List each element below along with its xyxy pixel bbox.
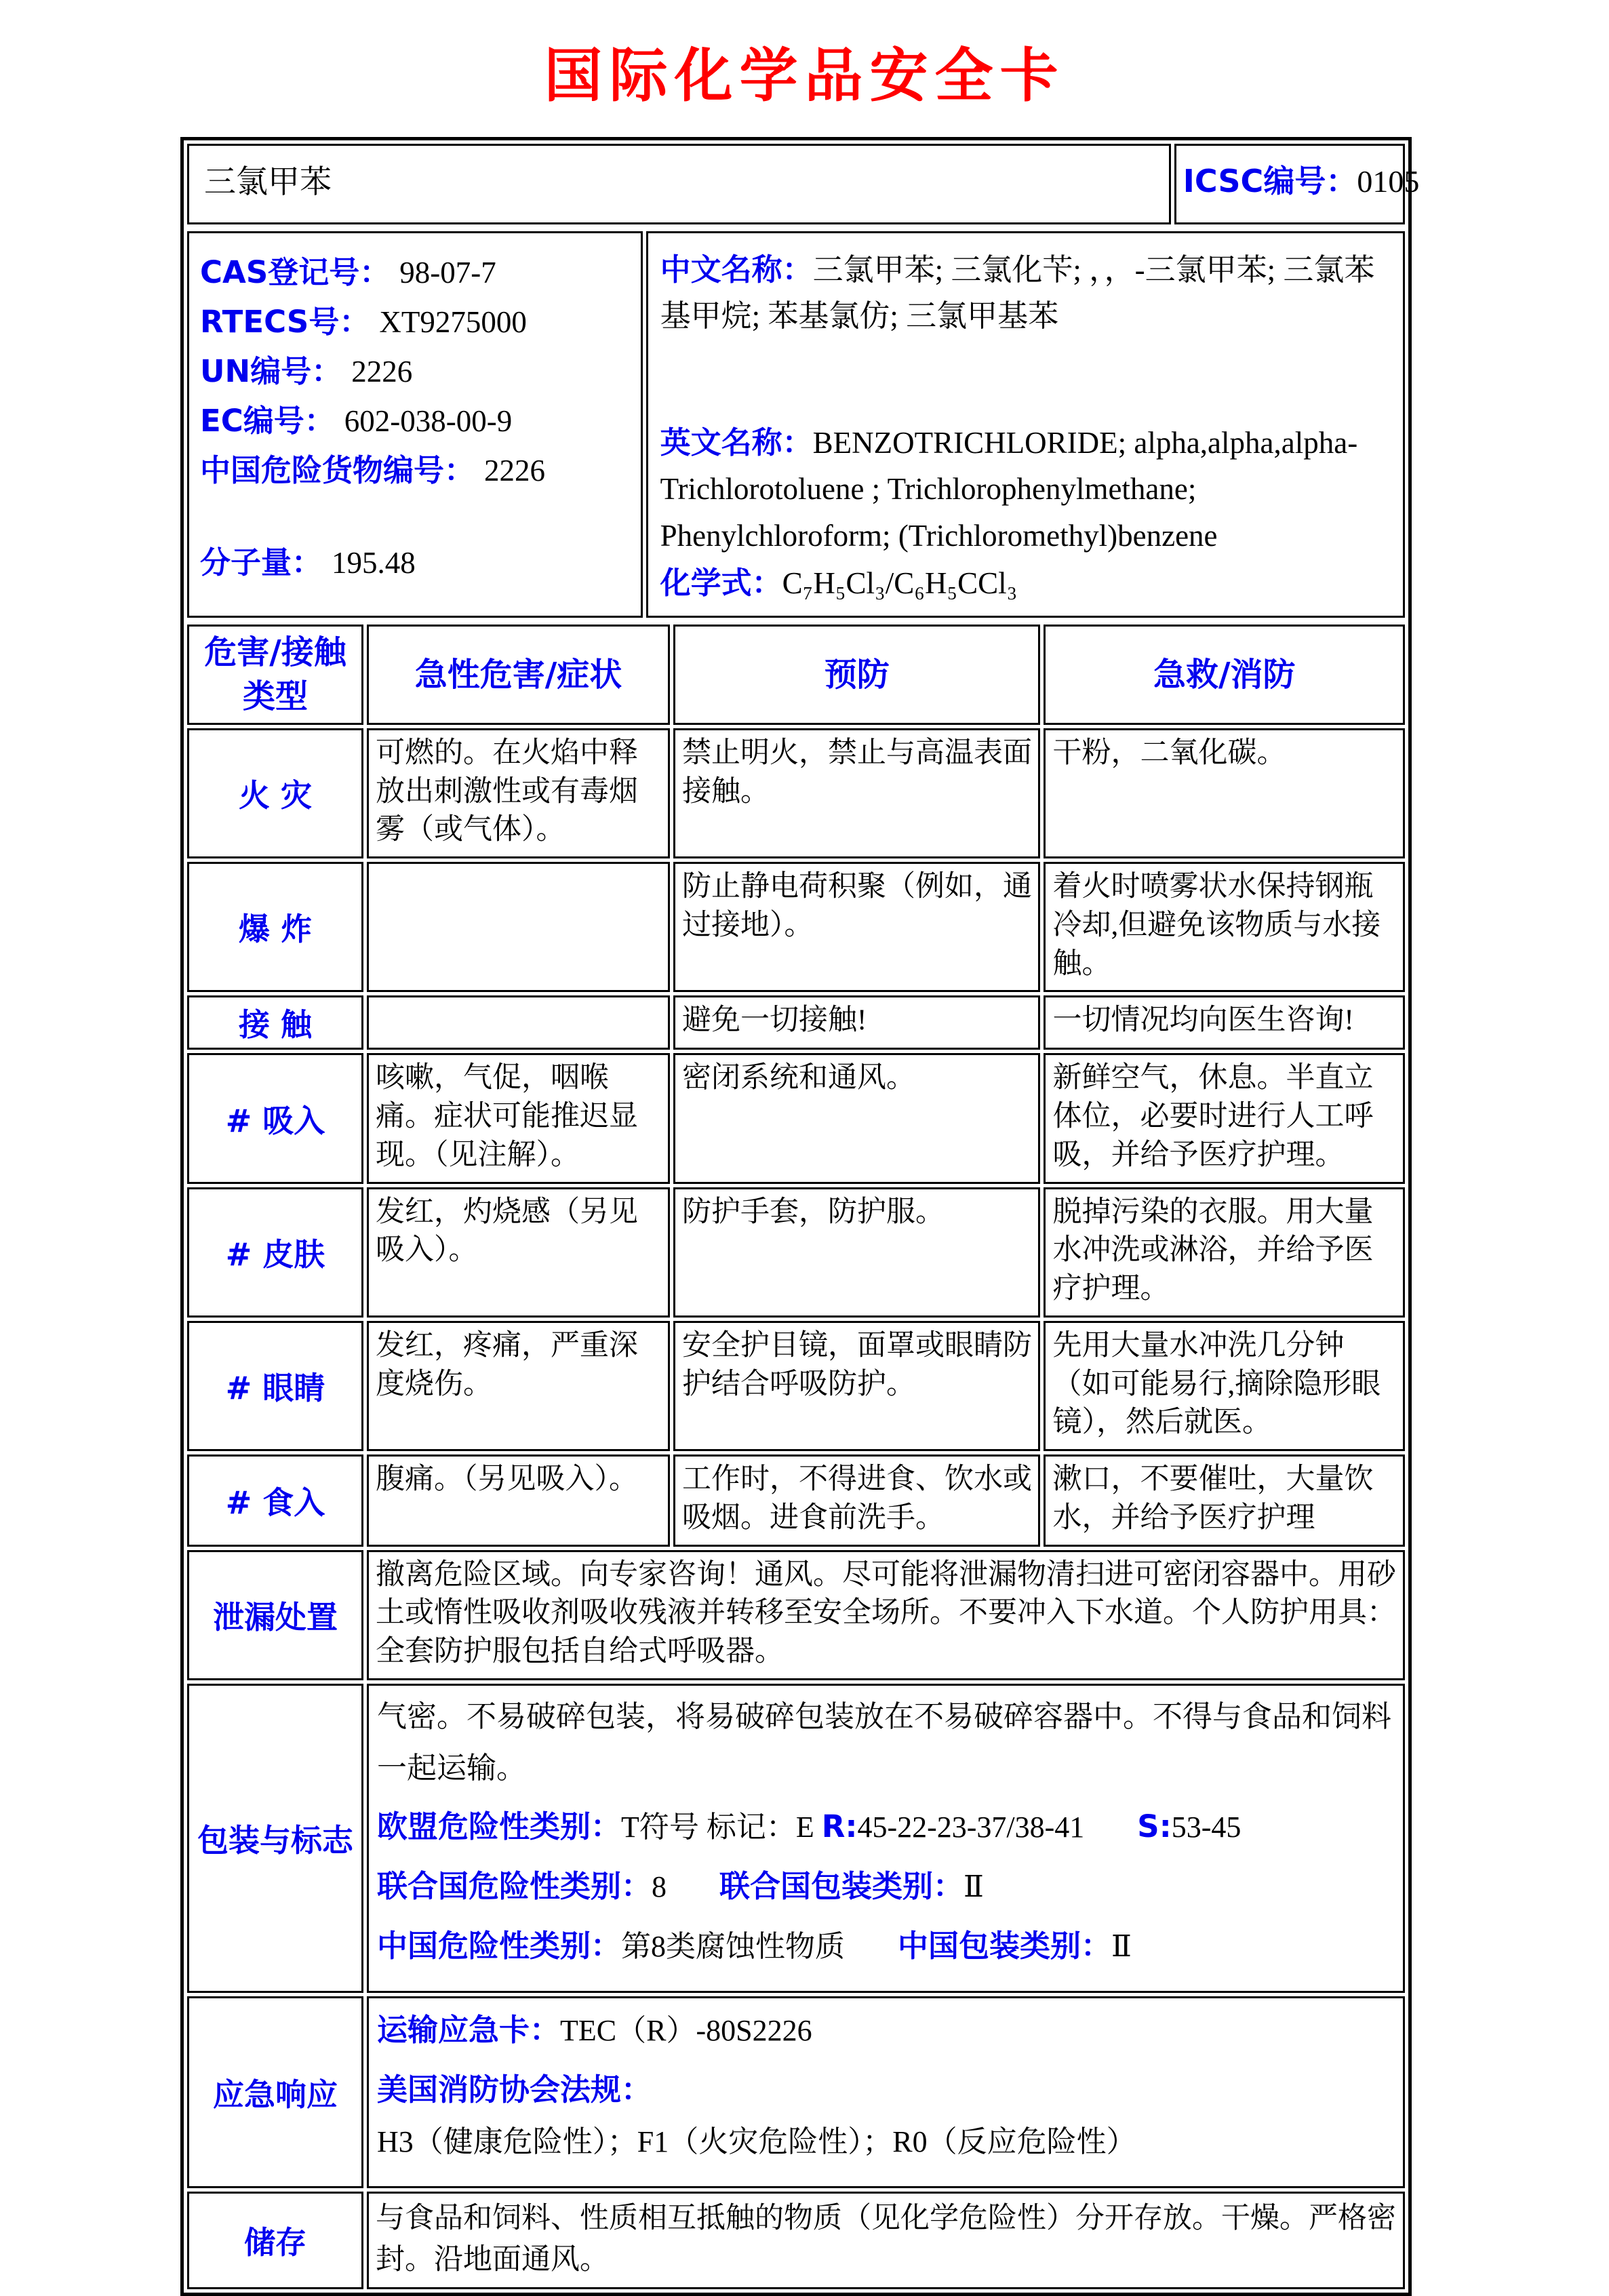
skin-firstaid: 脱掉污染的衣服。用大量水冲洗或淋浴，并给予医疗护理。 [1044, 1187, 1405, 1318]
inhalation-prevention: 密闭系统和通风。 [673, 1053, 1040, 1183]
chinese-names-line [660, 247, 1391, 340]
formula-line [660, 560, 1391, 606]
exposure-prevention: 避免一切接触! [673, 995, 1040, 1050]
china-dg-label: 中国危险货物编号： [200, 452, 475, 488]
packaging-row [187, 1684, 1405, 1993]
un-value: 2226 [351, 354, 413, 389]
china-dg-number-line [200, 446, 634, 496]
exposure-firstaid: 一切情况均向医生咨询! [1044, 995, 1405, 1050]
packaging-content [367, 1684, 1405, 1993]
explosion-prevention: 防止静电荷积聚（例如，通过接地）。 [673, 862, 1040, 992]
eu-r-value: 45-22-23-37/38-41 [857, 1810, 1085, 1844]
cn-hazard-class-value: 第8类腐蚀性物质 [621, 1929, 846, 1963]
packaging-cn-line [377, 1920, 1396, 1973]
nfpa-value: H3（健康危险性）；F1（火灾危险性）；R0（反应危险性） [377, 2124, 1136, 2158]
packaging-un-line [377, 1860, 1396, 1913]
molecular-weight-value: 195.48 [332, 546, 416, 580]
molecular-weight-line [200, 538, 634, 588]
emergency-tec-line [377, 2004, 1396, 2057]
safety-card [180, 137, 1420, 2296]
rtecs-value: XT9275000 [379, 304, 527, 339]
english-names-value: BENZOTRICHLORIDE; alpha,alpha,alpha-Trichlorotoluene ; Trichlorophenylmethane; Phenylchloroform; (Trichloromethyl)benzene [660, 425, 1358, 553]
packaging-eu-line [377, 1800, 1396, 1853]
hazard-row-inhalation [187, 1053, 1405, 1183]
spill-row [187, 1550, 1405, 1680]
molecular-weight-label: 分子量： [200, 545, 323, 581]
hazard-row-eyes [187, 1321, 1405, 1451]
icsc-number: 0105 [1357, 164, 1420, 199]
row-label-fire: 火 灾 [187, 728, 363, 858]
formula-label: 化学式： [660, 564, 782, 601]
header-hazard-type: 危害/接触类型 [187, 625, 363, 725]
chinese-names-label: 中文名称： [660, 252, 813, 288]
emergency-row [187, 1996, 1405, 2188]
formula-value: C₇H₅Cl₃/C₆H₅CCl₃ [782, 566, 1018, 600]
row-label-spill: 泄漏处置 [187, 1550, 363, 1680]
english-names-line [660, 420, 1391, 559]
skin-prevention: 防护手套，防护服。 [673, 1187, 1040, 1318]
eyes-firstaid: 先用大量水冲洗几分钟（如可能易行,摘除隐形眼镜），然后就医。 [1044, 1321, 1405, 1451]
emergency-nfpa-line [377, 2063, 1396, 2167]
hazard-row-ingestion [187, 1454, 1405, 1547]
tec-label: 运输应急卡： [377, 2012, 561, 2048]
eu-s-label: S: [1137, 1808, 1172, 1845]
header-prevention: 预防 [673, 625, 1040, 725]
un-hazard-class-value: 8 [652, 1869, 667, 1903]
hazard-row-exposure [187, 995, 1405, 1050]
page-title: 国际化学品安全卡 [544, 41, 1065, 110]
ingestion-firstaid: 漱口，不要催吐，大量饮水，并给予医疗护理 [1044, 1454, 1405, 1547]
cn-pack-group-value: Ⅱ [1111, 1929, 1132, 1963]
identity-row [187, 231, 1405, 618]
nfpa-label: 美国消防协会法规： [377, 2071, 652, 2107]
icsc-label: ICSC编号： [1183, 163, 1357, 199]
row-label-storage: 储存 [187, 2192, 363, 2289]
hazard-row-skin [187, 1187, 1405, 1318]
row-label-ingestion: # 食入 [187, 1454, 363, 1547]
cas-number-line [200, 248, 634, 298]
eyes-prevention: 安全护目镜，面罩或眼睛防护结合呼吸防护。 [673, 1321, 1040, 1451]
explosion-firstaid: 着火时喷雾状水保持钢瓶冷却,但避免该物质与水接触。 [1044, 862, 1405, 992]
cn-hazard-class-label: 中国危险性类别： [377, 1927, 622, 1964]
inhalation-symptoms: 咳嗽，气促，咽喉痛。症状可能推迟显现。（见注解）。 [367, 1053, 670, 1183]
hazard-table [184, 621, 1408, 2293]
header-firstaid: 急救/消防 [1044, 625, 1405, 725]
un-label: UN编号： [200, 353, 342, 389]
hazard-row-fire [187, 728, 1405, 858]
exposure-symptoms [367, 995, 670, 1050]
header-symptoms: 急性危害/症状 [367, 625, 670, 725]
row-label-inhalation: # 吸入 [187, 1053, 363, 1183]
ec-value: 602-038-00-9 [344, 403, 513, 438]
eyes-symptoms: 发红，疼痛，严重深度烧伤。 [367, 1321, 670, 1451]
row-label-exposure: 接 触 [187, 995, 363, 1050]
emergency-content [367, 1996, 1405, 2188]
eu-class-text: T符号 标记：E [621, 1810, 822, 1844]
identifier-list [187, 231, 643, 618]
skin-symptoms: 发红，灼烧感（另见吸入）。 [367, 1187, 670, 1318]
rtecs-label: RTECS号： [200, 303, 370, 340]
fire-firstaid: 干粉，二氧化碳。 [1044, 728, 1405, 858]
row-label-skin: # 皮肤 [187, 1187, 363, 1318]
chemical-names [646, 231, 1405, 618]
name-header-table [184, 140, 1420, 228]
icsc-number-cell [1174, 144, 1420, 224]
row-label-explosion: 爆 炸 [187, 862, 363, 992]
chinese-names-value: 三氯甲苯; 三氯化苄; ，，-三氯甲苯; 三氯苯基甲烷; 苯基氯仿; 三氯甲基苯 [660, 253, 1375, 334]
cn-pack-group-label: 中国包装类别： [898, 1927, 1112, 1964]
row-label-emergency: 应急响应 [187, 1996, 363, 2188]
fire-symptoms: 可燃的。在火焰中释放出刺激性或有毒烟雾（或气体）。 [367, 728, 670, 858]
row-label-eyes: # 眼睛 [187, 1321, 363, 1451]
un-pack-group-label: 联合国包装类别： [719, 1867, 964, 1904]
row-label-packaging: 包装与标志 [187, 1684, 363, 1993]
cas-value: 98-07-7 [399, 256, 496, 290]
packaging-transport-note: 气密。不易破碎包装，将易破碎包装放在不易破碎容器中。不得与食品和饲料一起运输。 [377, 1699, 1392, 1785]
tec-value: TEC（R）-80S2226 [560, 2014, 812, 2048]
eu-r-label: R: [821, 1808, 858, 1845]
un-hazard-class-label: 联合国危险性类别： [377, 1867, 652, 1904]
spill-content: 撤离危险区域。向专家咨询！通风。尽可能将泄漏物清扫进可密闭容器中。用砂土或惰性吸收剂吸收残液并转移至安全场所。不要冲入下水道。个人防护用具：全套防护服包括自给式呼吸器。 [367, 1550, 1405, 1680]
storage-row [187, 2192, 1405, 2289]
rtecs-number-line [200, 298, 634, 347]
hazard-row-explosion [187, 862, 1405, 992]
identity-table [184, 228, 1408, 621]
english-names-label: 英文名称： [660, 424, 813, 460]
ingestion-symptoms: 腹痛。（另见吸入）。 [367, 1454, 670, 1547]
cas-label: CAS登记号： [200, 254, 391, 290]
storage-content: 与食品和饲料、性质相互抵触的物质（见化学危险性）分开存放。干燥。严格密封。沿地面通风。 [367, 2192, 1405, 2289]
explosion-symptoms [367, 862, 670, 992]
hazard-table-header-row [187, 625, 1405, 725]
ingestion-prevention: 工作时，不得进食、饮水或吸烟。进食前洗手。 [673, 1454, 1040, 1547]
eu-s-value: 53-45 [1171, 1810, 1241, 1844]
eu-class-label: 欧盟危险性类别： [377, 1808, 622, 1845]
substance-name: 三氯甲苯 [187, 144, 1171, 224]
ec-number-line [200, 397, 634, 446]
inhalation-firstaid: 新鲜空气，休息。半直立体位，必要时进行人工呼吸，并给予医疗护理。 [1044, 1053, 1405, 1183]
un-pack-group-value: Ⅱ [964, 1869, 984, 1903]
ec-label: EC编号： [200, 402, 335, 439]
china-dg-value: 2226 [484, 453, 546, 488]
fire-prevention: 禁止明火，禁止与高温表面接触。 [673, 728, 1040, 858]
un-number-line [200, 347, 634, 397]
name-header-row [187, 144, 1405, 224]
